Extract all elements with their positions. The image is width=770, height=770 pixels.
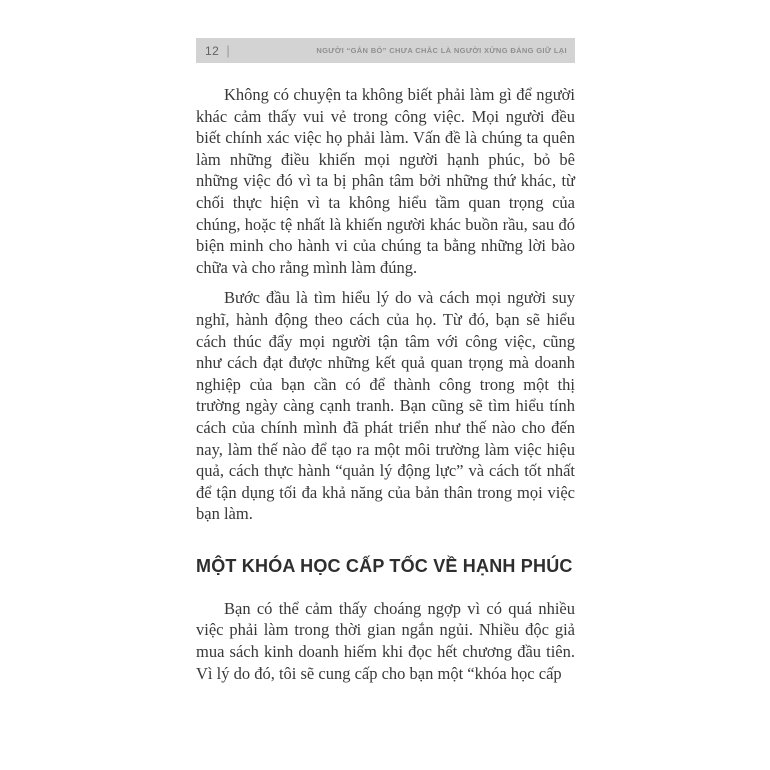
page-column [196, 38, 575, 693]
body-text [196, 84, 575, 684]
section-heading: MỘT KHÓA HỌC CẤP TỐC VỀ HẠNH PHÚC [196, 555, 573, 576]
body-paragraph-1: Không có chuyện ta không biết phải làm gì để người khác cảm thấy vui vẻ trong công việc. Mọi người đều biết chính xác việc họ phải làm. Vấn đề là chúng ta quên làm những điều khiến mọi người hạnh phúc, bỏ bê những việc đó vì ta bị phân tâm bởi những thứ khác, từ chối thực hiện vì ta không hiểu tầm quan trọng của chúng, hoặc tệ nhất là khiến người khác buồn rầu, sau đó biện minh cho hành vi của chúng ta bằng những lời bào chữa và cho rằng mình làm đúng. [196, 85, 575, 277]
header-separator: | [226, 43, 230, 58]
running-title: NGƯỜI “GẮN BÓ” CHƯA CHẮC LÀ NGƯỜI XỨNG ĐÁNG GIỮ LẠI [316, 46, 567, 55]
body-paragraph-2: Bước đầu là tìm hiểu lý do và cách mọi người suy nghĩ, hành động theo cách của họ. Từ đó, bạn sẽ hiểu cách thúc đẩy mọi người tận tâm với công việc, cũng như cách đạt được những kết quả quan trọng mà doanh nghiệp của bạn cần có để thành công trong một thị trường ngày càng cạnh tranh. Bạn cũng sẽ tìm hiểu tính cách của chính mình đã phát triển như thế nào cho đến nay, làm thế nào để tạo ra một môi trường làm việc hiệu quả, cách thực hành “quản lý động lực” và cách tốt nhất để tận dụng tối đa khả năng của bản thân trong mọi việc bạn làm. [196, 288, 575, 524]
page-number: 12 [205, 43, 220, 58]
page-header [196, 38, 575, 63]
body-paragraph-3: Bạn có thể cảm thấy choáng ngợp vì có quá nhiều việc phải làm trong thời gian ngắn ngủi. Nhiều độc giả mua sách kinh doanh hiếm khi đọc hết chương đầu tiên. Vì lý do đó, tôi sẽ cung cấp cho bạn một “khóa học cấp [196, 598, 575, 683]
header-left [205, 43, 230, 58]
